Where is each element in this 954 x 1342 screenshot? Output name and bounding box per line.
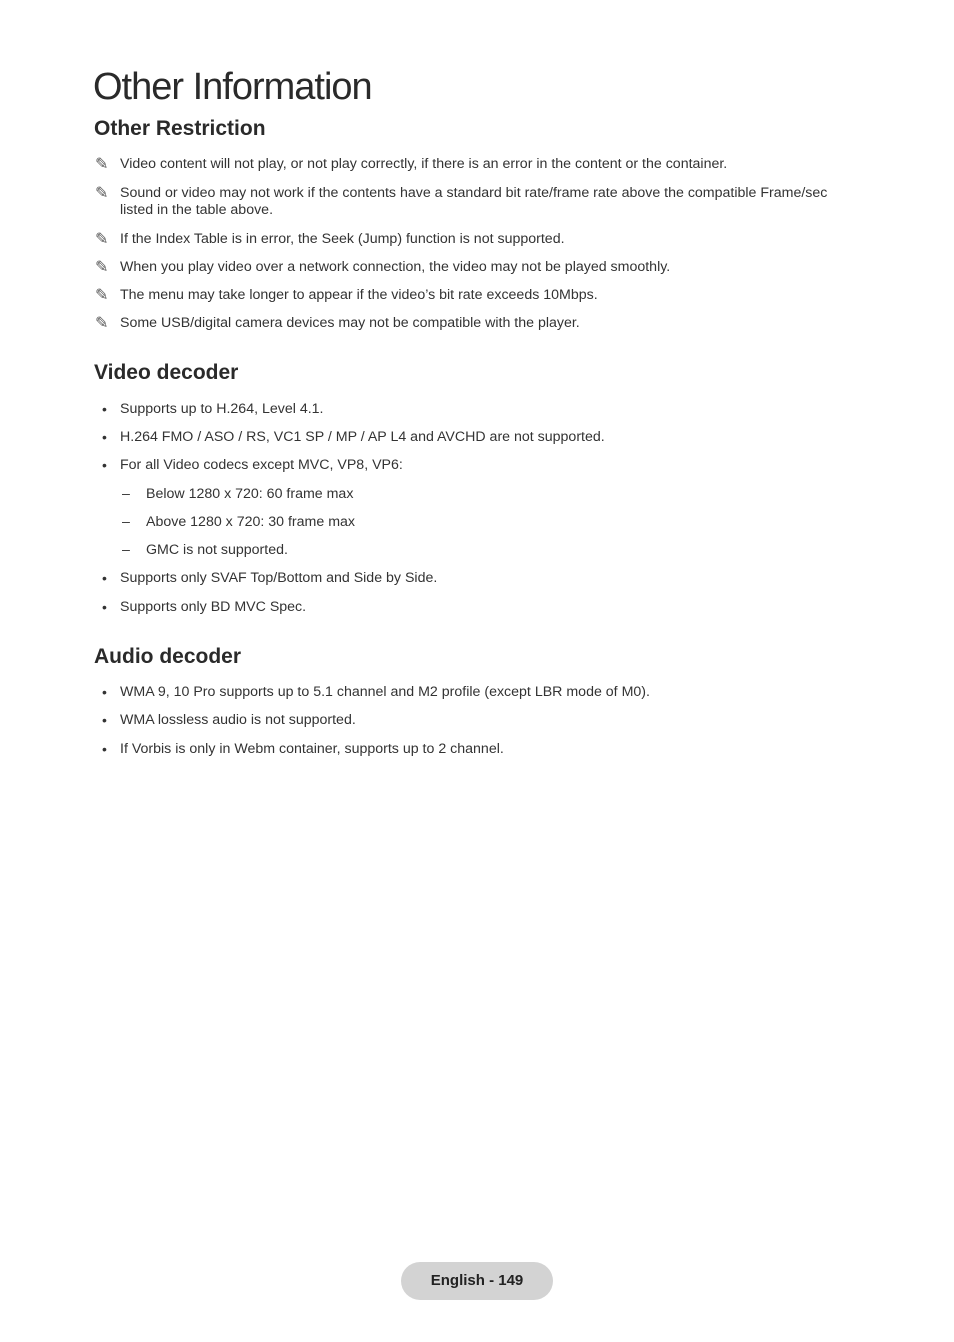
list-item — [94, 684, 650, 701]
sub-list-item — [94, 486, 353, 503]
bullet-icon: • — [102, 684, 107, 700]
list-item — [94, 401, 324, 418]
note-item — [94, 259, 864, 276]
sub-list-item-text: GMC is not supported. — [146, 542, 288, 558]
list-item-text: WMA lossless audio is not supported. — [120, 712, 356, 728]
list-item — [94, 712, 356, 729]
note-text: If the Index Table is in error, the Seek (Jump) function is not supported. — [120, 231, 565, 247]
note-text: Sound or video may not work if the contents have a standard bit rate/frame rate above the compatible Frame/sec listed in the table above. — [120, 185, 828, 218]
note-text: The menu may take longer to appear if the video’s bit rate exceeds 10Mbps. — [120, 287, 598, 303]
dash-icon: – — [122, 486, 130, 502]
bullet-icon: • — [102, 712, 107, 728]
pencil-note-icon: ✎ — [95, 285, 109, 304]
bullet-icon: • — [102, 457, 107, 473]
note-text: Some USB/digital camera devices may not be compatible with the player. — [120, 315, 580, 331]
bullet-icon: • — [102, 741, 107, 757]
pencil-note-icon: ✎ — [95, 154, 109, 173]
list-item-text: Supports only BD MVC Spec. — [120, 599, 307, 615]
list-item-text: For all Video codecs except MVC, VP8, VP6: — [120, 457, 403, 473]
sub-list-item-text: Above 1280 x 720: 30 frame max — [146, 514, 355, 530]
page-title: Other Information — [93, 66, 372, 108]
bullet-icon: • — [102, 570, 107, 586]
sub-list-item — [94, 514, 355, 531]
section-heading-audio-decoder: Audio decoder — [94, 645, 242, 668]
pencil-note-icon: ✎ — [95, 229, 109, 248]
list-item-text: Supports up to H.264, Level 4.1. — [120, 401, 324, 417]
list-item — [94, 570, 437, 587]
list-item-text: WMA 9, 10 Pro supports up to 5.1 channel and M2 profile (except LBR mode of M0). — [120, 684, 650, 700]
list-item-text: If Vorbis is only in Webm container, supports up to 2 channel. — [120, 741, 504, 757]
dash-icon: – — [122, 514, 130, 530]
note-text: When you play video over a network connection, the video may not be played smoothly. — [120, 259, 671, 275]
sub-list-item — [94, 542, 288, 559]
pencil-note-icon: ✎ — [95, 257, 109, 276]
list-item-text: H.264 FMO / ASO / RS, VC1 SP / MP / AP L4 and AVCHD are not supported. — [120, 429, 605, 445]
list-item-text: Supports only SVAF Top/Bottom and Side by Side. — [120, 570, 438, 586]
note-item — [94, 287, 864, 304]
page-number-badge: English - 149 — [401, 1262, 553, 1300]
section-heading-other-restriction: Other Restriction — [94, 117, 266, 140]
note-item — [94, 231, 864, 248]
list-item — [94, 599, 306, 616]
list-item — [94, 457, 403, 474]
note-item — [94, 315, 864, 332]
sub-list-item-text: Below 1280 x 720: 60 frame max — [146, 486, 354, 502]
list-item — [94, 429, 605, 446]
note-item — [94, 185, 864, 219]
pencil-note-icon: ✎ — [95, 183, 109, 202]
note-item — [94, 156, 864, 173]
list-item — [94, 741, 504, 758]
pencil-note-icon: ✎ — [95, 313, 109, 332]
dash-icon: – — [122, 542, 130, 558]
section-heading-video-decoder: Video decoder — [94, 361, 239, 384]
note-text: Video content will not play, or not play correctly, if there is an error in the content or the container. — [120, 156, 728, 172]
bullet-icon: • — [102, 599, 107, 615]
bullet-icon: • — [102, 429, 107, 445]
bullet-icon: • — [102, 401, 107, 417]
